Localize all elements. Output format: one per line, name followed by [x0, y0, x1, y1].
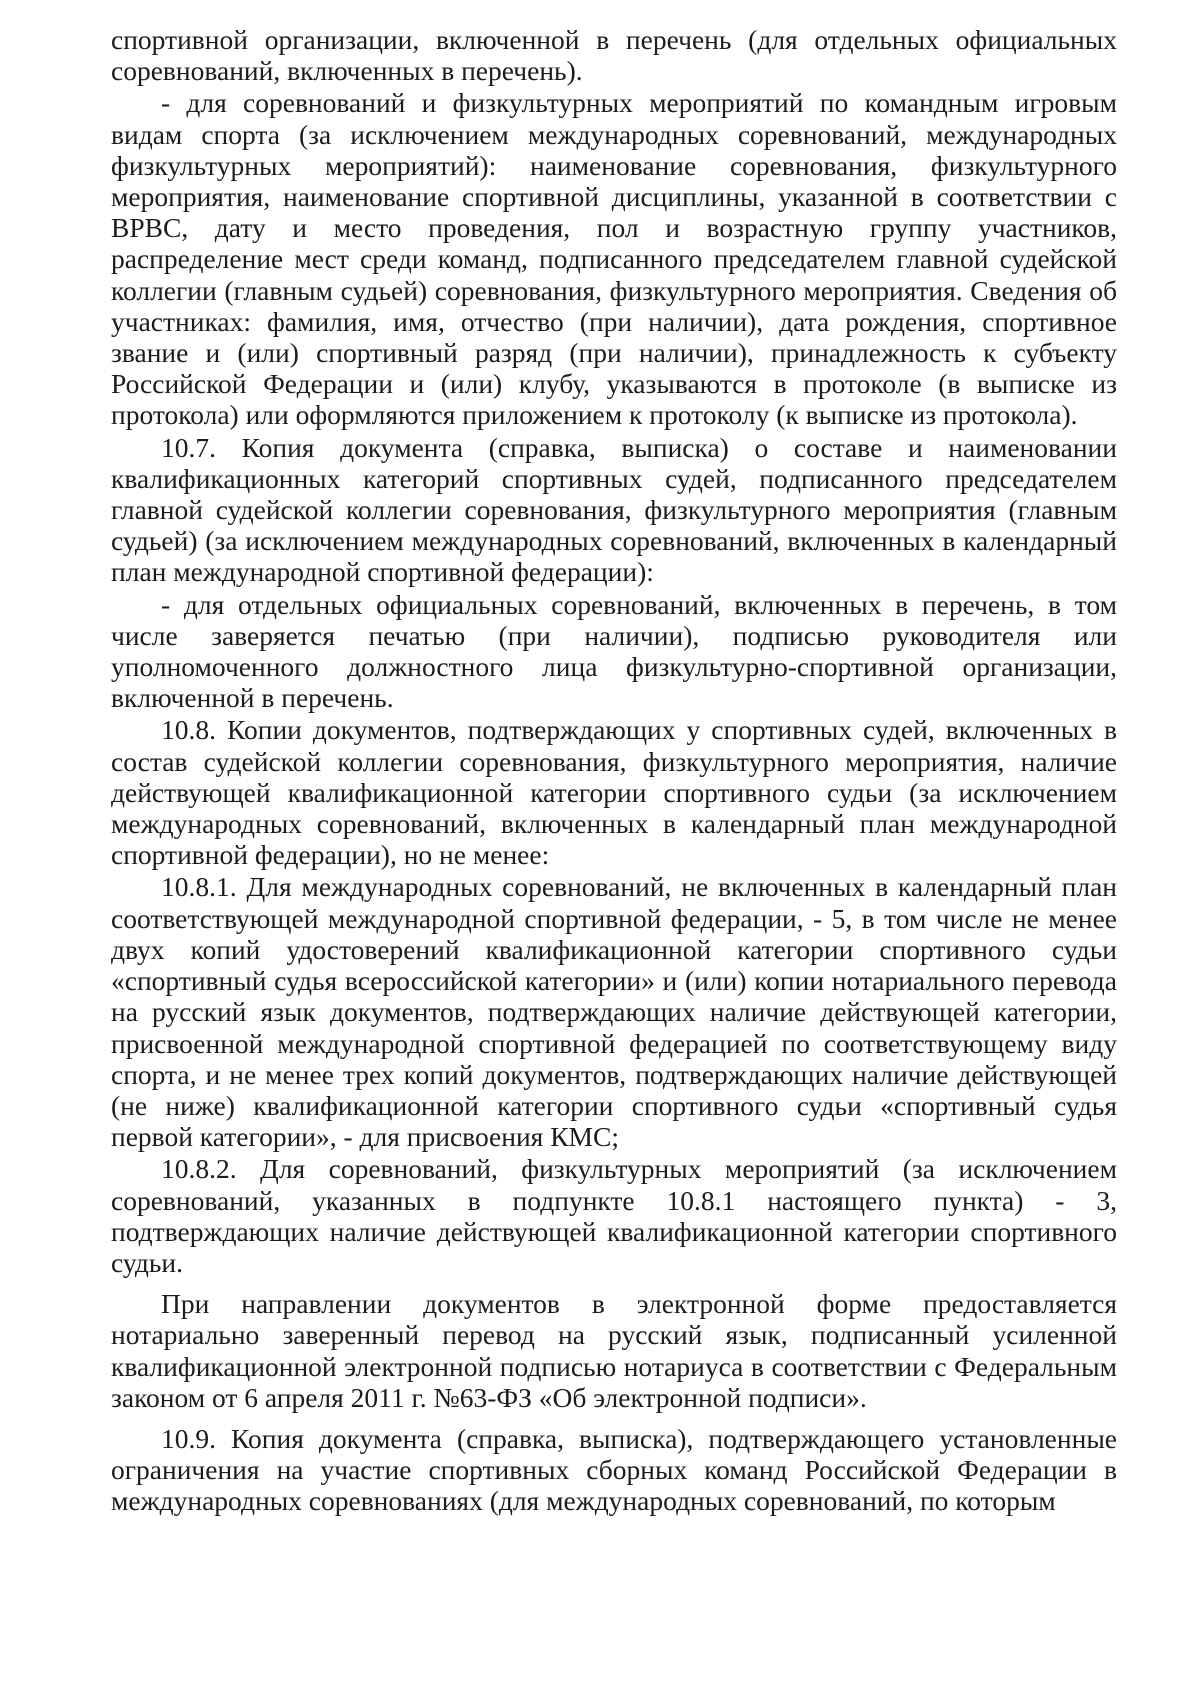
paragraph-electronic-form: При направлении документов в электронной форме предоставляется нотариально заверенный перевод на русский язык, подписанный усиленной квалификационной электронной подписью нотариуса в соответствии с Федеральным законом от 6 апреля 2011 г. №63-ФЗ «Об электронной подписи». [111, 1288, 1117, 1413]
paragraph-10-7-item: - для отдельных официальных соревнований, включенных в перечень, в том числе заверяется печатью (при наличии), подписью руководителя или уполномоченного должностного лица физкультурно-спортивной организации, включенной в перечень. [111, 588, 1117, 714]
paragraph-10-8-1: 10.8.1. Для международных соревнований, не включенных в календарный план соответствующей международной спортивной федерации, - 5, в том числе не менее двух копий удостоверений квалификационной категории спортивного судьи «спортивный судья всероссийской категории» и (или) копии нотариального перевода на русский язык документов, подтверждающих наличие действующей категории, присвоенной международной спортивной федерацией по соответствующему виду спорта, и не менее трех копий документов, подтверждающих наличие действующей (не ниже) квалификационной категории спортивного судьи «спортивный судья первой категории», - для присвоения КМС; [111, 871, 1117, 1153]
paragraph-10-9: 10.9. Копия документа (справка, выписка), подтверждающего установленные ограничения на участие спортивных сборных команд Российской Федерации в международных соревнованиях (для международных соревнований, по которым [111, 1422, 1117, 1517]
paragraph-10-8-2: 10.8.2. Для соревнований, физкультурных мероприятий (за исключением соревнований, указанных в подпункте 10.8.1 настоящего пункта) - 3, подтверждающих наличие действующей квалификационной категории спортивного судьи. [111, 1153, 1117, 1278]
paragraph-team-sports-item: - для соревнований и физкультурных мероприятий по командным игровым видам спорта (за исключением международных соревнований, международных физкультурных мероприятий): наименование соревнования, физкультурного мероприятия, наименование спортивной дисциплины, указанной в соответствии с ВРВС, дату и место проведения, пол и возрастную группу участников, распределение мест среди команд, подписанного председателем главной судейской коллегии (главным судьей) соревнования, физкультурного мероприятия. Сведения об участниках: фамилия, имя, отчество (при наличии), дата рождения, спортивное звание и (или) спортивный разряд (при наличии), принадлежность к субъекту Российской Федерации и (или) клубу, указываются в протоколе (в выписке из протокола) или оформляются приложением к протоколу (к выписке из протокола). [111, 87, 1117, 431]
document-body [111, 24, 1117, 1517]
paragraph-continuation: спортивной организации, включенной в перечень (для отдельных официальных соревнований, включенных в перечень). [111, 24, 1117, 87]
paragraph-10-7: 10.7. Копия документа (справка, выписка) о составе и наименовании квалификационных категорий спортивных судей, подписанного председателем главной судейской коллегии соревнования, физкультурного мероприятия (главным судьей) (за исключением международных соревнований, включенных в календарный план международной спортивной федерации): [111, 431, 1117, 588]
paragraph-10-8: 10.8. Копии документов, подтверждающих у спортивных судей, включенных в состав судейской коллегии соревнования, физкультурного мероприятия, наличие действующей квалификационной категории спортивного судьи (за исключением международных соревнований, включенных в календарный план международной спортивной федерации), но не менее: [111, 714, 1117, 871]
